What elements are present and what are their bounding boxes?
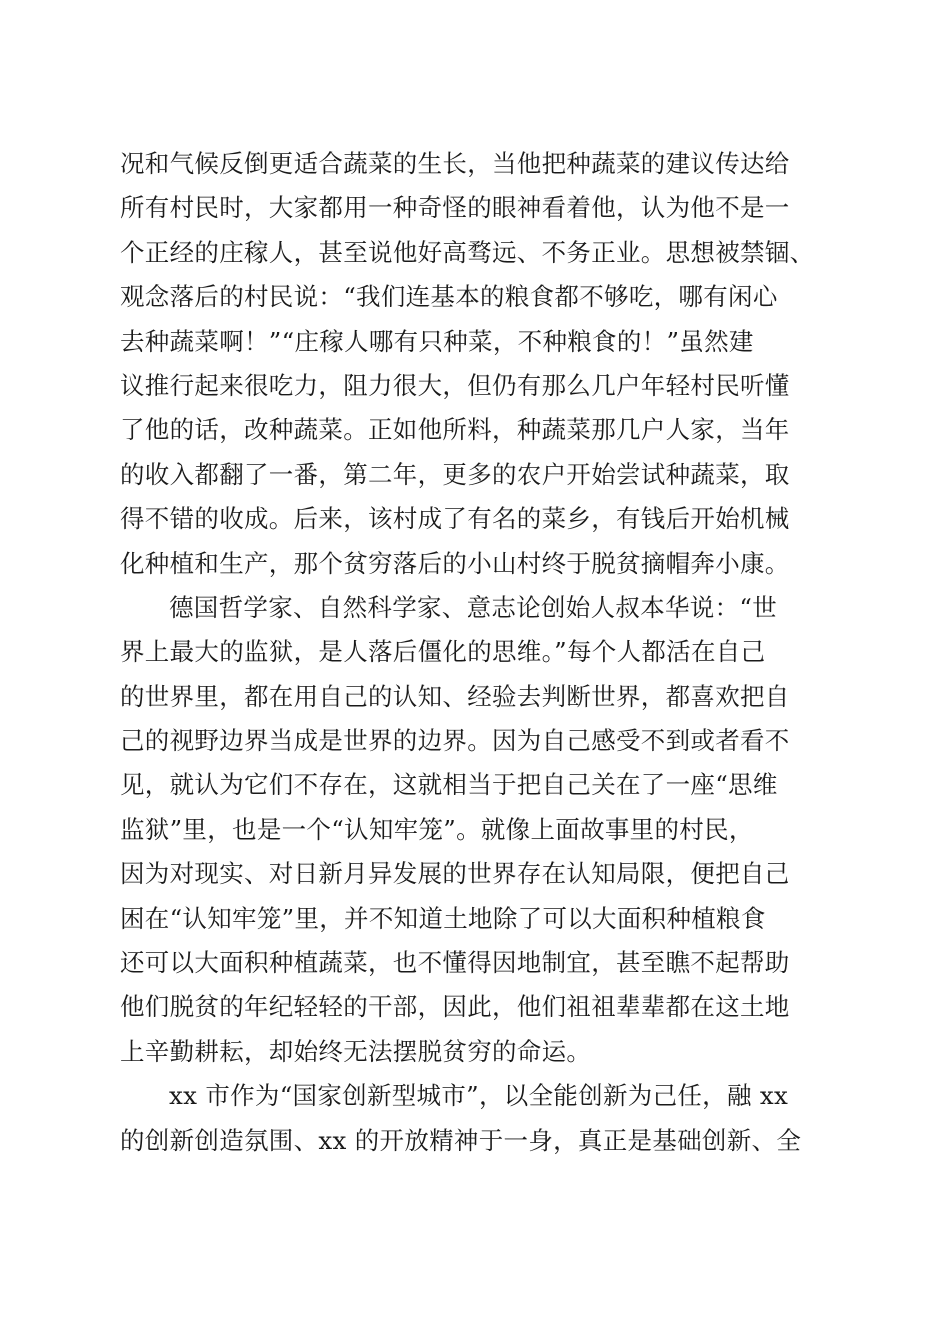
text-line: 因为对现实、对日新月异发展的世界存在认知局限，便把自己 [120,859,790,889]
text-line: 界上最大的监狱，是人落后僵化的思维。”每个人都活在自己 [120,637,766,667]
document-body [120,142,832,1163]
text-line: 监狱”里，也是一个“认知牢笼”。就像上面故事里的村民， [120,814,754,844]
paragraph-2 [120,586,832,1074]
text-line: 得不错的收成。后来，该村成了有名的菜乡，有钱后开始机械 [120,504,790,534]
text-line: 的世界里，都在用自己的认知、经验去判断世界，都喜欢把自 [120,681,790,711]
text-line-indented: xx 市作为“国家创新型城市”，以全能创新为己任，融 xx [169,1081,789,1111]
text-line: 化种植和生产，那个贫穷落后的小山村终于脱贫摘帽奔小康。 [120,548,790,578]
text-line: 所有村民时，大家都用一种奇怪的眼神看着他，认为他不是一 [120,193,790,223]
text-line-indented: 德国哲学家、自然科学家、意志论创始人叔本华说：“世 [169,592,778,622]
text-line: 个正经的庄稼人，甚至说他好高骛远、不务正业。思想被禁锢、 [120,237,815,267]
text-line: 还可以大面积种植蔬菜，也不懂得因地制宜，甚至瞧不起帮助 [120,948,790,978]
text-line: 去种蔬菜啊！”“庄稼人哪有只种菜，不种粮食的！”虽然建 [120,326,754,356]
text-line: 困在“认知牢笼”里，并不知道土地除了可以大面积种植粮食 [120,903,766,933]
text-line: 的创新创造氛围、xx 的开放精神于一身，真正是基础创新、全 [120,1125,802,1155]
paragraph-3 [120,1074,832,1163]
text-line: 他们脱贫的年纪轻轻的干部，因此，他们祖祖辈辈都在这土地 [120,992,790,1022]
text-line: 己的视野边界当成是世界的边界。因为自己感受不到或者看不 [120,726,790,756]
text-line: 上辛勤耕耘，却始终无法摆脱贫穷的命运。 [120,1036,592,1066]
text-line: 的收入都翻了一番，第二年，更多的农户开始尝试种蔬菜，取 [120,459,790,489]
text-line: 观念落后的村民说：“我们连基本的粮食都不够吃，哪有闲心 [120,282,778,312]
text-line: 况和气候反倒更适合蔬菜的生长，当他把种蔬菜的建议传达给 [120,149,790,178]
text-line: 了他的话，改种蔬菜。正如他所料，种蔬菜那几户人家，当年 [120,415,790,445]
text-line: 议推行起来很吃力，阻力很大，但仍有那么几户年轻村民听懂 [120,370,790,400]
paragraph-1 [120,142,832,586]
text-line: 见，就认为它们不存在，这就相当于把自己关在了一座“思维 [120,770,778,800]
